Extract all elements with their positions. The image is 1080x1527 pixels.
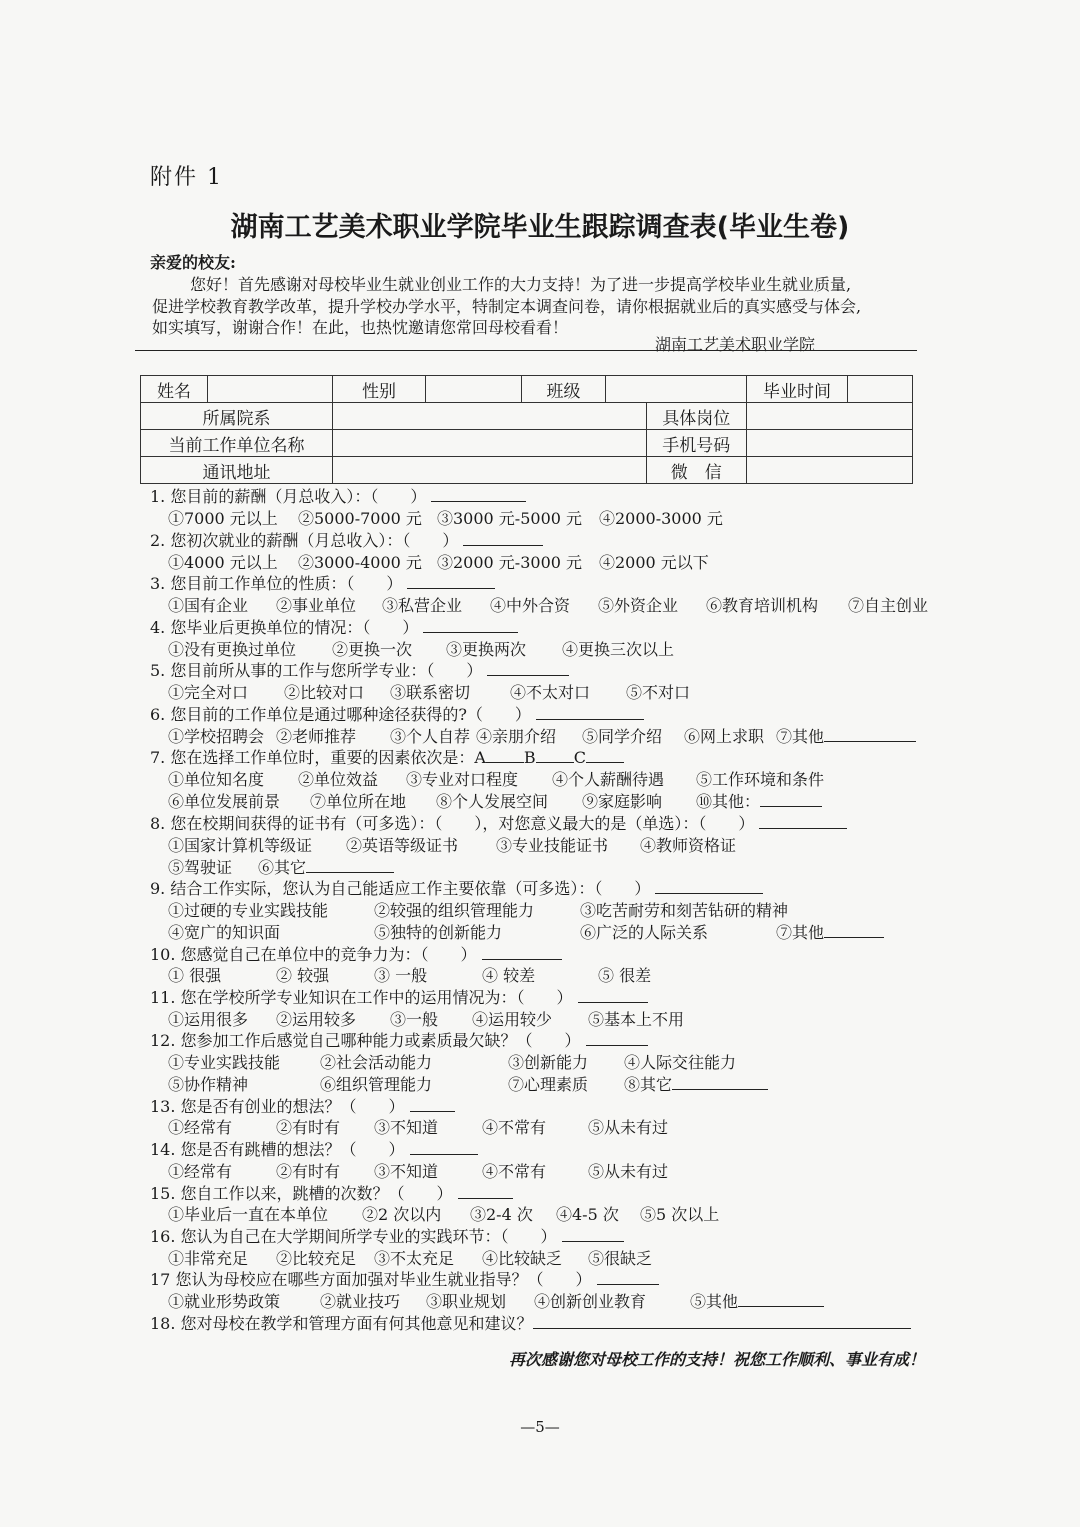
option[interactable]: ②2 次以内 [362, 1205, 442, 1224]
answer-blank[interactable] [536, 705, 644, 720]
option[interactable]: ①非常充足 [168, 1249, 249, 1268]
option[interactable]: ⑨家庭影响 [582, 792, 663, 811]
option[interactable]: ③3000 元-5000 元 [437, 509, 583, 528]
option[interactable]: ②比较充足 [276, 1249, 357, 1268]
answer-blank[interactable] [738, 1292, 824, 1307]
question-6 [150, 705, 644, 725]
option[interactable]: ③职业规划 [426, 1292, 507, 1311]
option[interactable]: ②老师推荐 [276, 727, 357, 746]
option[interactable]: ⑧个人发展空间 [436, 792, 549, 811]
question-text: 15. 您自工作以来，跳槽的次数？（ ） [150, 1184, 453, 1203]
question-1 [150, 487, 526, 507]
option[interactable]: ②较强的组织管理能力 [374, 901, 535, 920]
question-4 [150, 618, 518, 638]
option[interactable]: ⑤协作精神 [168, 1075, 249, 1094]
option-label: ⑤其他 [690, 1292, 739, 1311]
option[interactable]: ⑤驾驶证 [168, 858, 233, 877]
option[interactable]: ① 很强 [168, 966, 222, 985]
dept-label: 所属院系 [141, 403, 333, 430]
option[interactable]: ⑤同学介绍 [582, 727, 663, 746]
option[interactable]: ⑤基本上不用 [588, 1010, 685, 1029]
question-text: 2. 您初次就业的薪酬（月总收入）：（ ） [150, 531, 459, 550]
question-text: 3. 您目前工作单位的性质：（ ） [150, 574, 403, 593]
class-label: 班级 [522, 376, 606, 403]
answer-blank[interactable] [672, 1075, 768, 1090]
option[interactable]: ③ 一般 [374, 966, 428, 985]
gender-label: 性别 [333, 376, 426, 403]
dept-field[interactable] [333, 403, 647, 430]
option[interactable]: ①7000 元以上 [168, 509, 278, 528]
option[interactable]: ①完全对口 [168, 683, 249, 702]
answer-blank[interactable] [655, 879, 763, 894]
rank-blank[interactable] [486, 748, 524, 763]
option[interactable]: ④比较缺乏 [482, 1249, 563, 1268]
option[interactable]: ②3000-4000 元 [298, 553, 422, 572]
option[interactable]: ⑥教育培训机构 [706, 596, 819, 615]
employer-label: 当前工作单位名称 [141, 430, 333, 457]
question-2 [150, 531, 543, 551]
question-14 [150, 1140, 478, 1160]
position-label: 具体岗位 [646, 403, 747, 430]
option[interactable]: ⑤很缺乏 [588, 1249, 653, 1268]
question-18 [150, 1314, 911, 1334]
answer-blank[interactable] [487, 661, 569, 676]
option[interactable]: ①单位知名度 [168, 770, 265, 789]
rank-blank[interactable] [536, 748, 574, 763]
option[interactable]: ④2000-3000 元 [599, 509, 723, 528]
option[interactable]: ①就业形势政策 [168, 1292, 281, 1311]
attachment-label: 附件 1 [150, 165, 223, 190]
option[interactable]: ⑥组织管理能力 [320, 1075, 433, 1094]
option[interactable]: ③不知道 [374, 1118, 439, 1137]
answer-blank[interactable] [586, 1031, 648, 1046]
page-number: —5— [520, 1418, 560, 1436]
option[interactable]: ④人际交往能力 [624, 1053, 737, 1072]
option[interactable]: ⑥单位发展前景 [168, 792, 281, 811]
option[interactable]: ⑥网上求职 [684, 727, 765, 746]
option[interactable]: ③2000 元-3000 元 [437, 553, 583, 572]
option[interactable]: ③创新能力 [508, 1053, 589, 1072]
answer-blank[interactable] [482, 945, 562, 960]
option[interactable]: ②更换一次 [332, 640, 413, 659]
answer-blank[interactable] [410, 1140, 478, 1155]
signature: 湖南工艺美术职业学院 [655, 335, 816, 354]
question-text: 14. 您是否有跳槽的想法？（ ） [150, 1140, 405, 1159]
question-5 [150, 661, 569, 681]
option[interactable]: ④不太对口 [510, 683, 591, 702]
option[interactable]: ②有时有 [276, 1162, 341, 1181]
option[interactable]: ①4000 元以上 [168, 553, 278, 572]
question-13 [150, 1097, 455, 1117]
option[interactable]: ③不知道 [374, 1162, 439, 1181]
grad-time-label: 毕业时间 [747, 376, 848, 403]
option[interactable]: ⑥广泛的人际关系 [580, 923, 709, 942]
option[interactable]: ④更换三次以上 [562, 640, 675, 659]
divider [135, 350, 917, 351]
rank-label: C [573, 748, 586, 767]
option-other[interactable] [624, 1075, 768, 1095]
answer-blank[interactable] [759, 814, 847, 829]
salutation: 亲爱的校友: [150, 253, 236, 272]
question-9 [150, 879, 763, 899]
option[interactable]: ⑤不对口 [626, 683, 691, 702]
option[interactable]: ⑤ 很差 [598, 966, 652, 985]
option[interactable]: ②单位效益 [298, 770, 379, 789]
rank-label: B [523, 748, 536, 767]
option[interactable]: ③更换两次 [446, 640, 527, 659]
option[interactable]: ②运用较多 [276, 1010, 357, 1029]
wechat-label: 微 信 [646, 457, 747, 484]
option[interactable]: ①专业实践技能 [168, 1053, 281, 1072]
question-text: 10. 您感觉自己在单位中的竞争力为：（ ） [150, 945, 477, 964]
option[interactable]: ③不太充足 [374, 1249, 455, 1268]
option-other[interactable] [258, 858, 394, 878]
option[interactable]: ③2-4 次 [470, 1205, 533, 1224]
answer-blank[interactable] [578, 988, 648, 1003]
option[interactable]: ①经常有 [168, 1118, 233, 1137]
option[interactable]: ③联系密切 [390, 683, 471, 702]
option-other[interactable] [776, 727, 916, 747]
option-label: ⑥其它 [258, 858, 307, 877]
question-text: 7. 您在选择工作单位时，重要的因素依次是： [150, 748, 475, 767]
option[interactable]: ④不常有 [482, 1118, 547, 1137]
option[interactable]: ②就业技巧 [320, 1292, 401, 1311]
option[interactable]: ①学校招聘会 [168, 727, 265, 746]
option[interactable]: ⑤外资企业 [598, 596, 679, 615]
wechat-field[interactable] [747, 457, 913, 484]
question-text: 12. 您参加工作后感觉自己哪种能力或素质最欠缺？（ ） [150, 1031, 581, 1050]
question-text: 4. 您毕业后更换单位的情况：（ ） [150, 618, 419, 637]
answer-blank[interactable] [423, 618, 518, 633]
grad-time-field[interactable] [848, 376, 913, 403]
option[interactable]: ④不常有 [482, 1162, 547, 1181]
option[interactable]: ⑤从未有过 [588, 1162, 669, 1181]
address-field[interactable] [333, 457, 647, 484]
option[interactable]: ④宽广的知识面 [168, 923, 281, 942]
option[interactable]: ①经常有 [168, 1162, 233, 1181]
option[interactable]: ② 较强 [276, 966, 330, 985]
option[interactable]: ①毕业后一直在本单位 [168, 1205, 329, 1224]
option[interactable]: ④运用较少 [472, 1010, 553, 1029]
question-text: 1. 您目前的薪酬（月总收入）：（ ） [150, 487, 427, 506]
option-label: ⑦其他 [776, 923, 825, 942]
option[interactable]: ⑦心理素质 [508, 1075, 589, 1094]
document-title: 湖南工艺美术职业学院毕业生跟踪调查表(毕业生卷) [230, 212, 850, 243]
intro-line: 促进学校教育教学改革，提升学校办学水平，特制定本调查问卷，请你根据就业后的真实感受与体会, [152, 297, 862, 316]
option[interactable]: ①没有更换过单位 [168, 640, 297, 659]
answer-blank[interactable] [463, 531, 543, 546]
question-3 [150, 574, 495, 594]
option[interactable]: ①运用很多 [168, 1010, 249, 1029]
option-label: ⑩其他： [696, 792, 761, 811]
option-label: ⑧其它 [624, 1075, 673, 1094]
question-text: 5. 您目前所从事的工作与您所学专业：（ ） [150, 661, 483, 680]
question-12 [150, 1031, 648, 1051]
option[interactable]: ②社会活动能力 [320, 1053, 433, 1072]
option[interactable]: ③一般 [390, 1010, 439, 1029]
employer-field[interactable] [333, 430, 647, 457]
option[interactable]: ①国有企业 [168, 596, 249, 615]
answer-blank[interactable] [597, 1270, 659, 1285]
option[interactable]: ⑤工作环境和条件 [696, 770, 825, 789]
answer-blank[interactable] [824, 923, 884, 938]
position-field[interactable] [747, 403, 913, 430]
question-text: 18. 您对母校在教学和管理方面有何其他意见和建议？ [150, 1314, 533, 1333]
intro-line: 如实填写，谢谢合作！在此，也热忱邀请您常回母校看看！ [152, 318, 569, 337]
answer-blank[interactable] [431, 487, 526, 502]
option[interactable]: ④创新创业教育 [534, 1292, 647, 1311]
option[interactable]: ④2000 元以下 [599, 553, 709, 572]
option[interactable]: ①国家计算机等级证 [168, 836, 313, 855]
option[interactable]: ⑦单位所在地 [310, 792, 407, 811]
phone-field[interactable] [747, 430, 913, 457]
rank-label: A [474, 748, 486, 767]
option[interactable]: ③专业对口程度 [406, 770, 519, 789]
option[interactable]: ④教师资格证 [640, 836, 737, 855]
option[interactable]: ②英语等级证书 [346, 836, 459, 855]
option[interactable]: ⑦自主创业 [848, 596, 929, 615]
gender-field[interactable] [426, 376, 522, 403]
address-label: 通讯地址 [141, 457, 333, 484]
answer-blank[interactable] [407, 574, 495, 589]
option[interactable]: ②比较对口 [284, 683, 365, 702]
question-16 [150, 1227, 624, 1247]
closing-note: 再次感谢您对母校工作的支持！祝您工作顺利、事业有成！ [508, 1350, 925, 1369]
option[interactable]: ④中外合资 [490, 596, 571, 615]
question-text: 9. 结合工作实际，您认为自己能适应工作主要依靠（可多选）：（ ） [150, 879, 651, 898]
question-10 [150, 945, 562, 965]
answer-blank[interactable] [306, 858, 394, 873]
name-field[interactable] [208, 376, 333, 403]
answer-blank[interactable] [410, 1097, 455, 1112]
question-text: 17 您认为母校应在哪些方面加强对毕业生就业指导？（ ） [150, 1270, 592, 1289]
rank-blank[interactable] [586, 748, 624, 763]
option[interactable]: ⑤独特的创新能力 [374, 923, 503, 942]
question-text: 11. 您在学校所学专业知识在工作中的运用情况为：（ ） [150, 988, 573, 1007]
option-other[interactable] [696, 792, 822, 812]
option[interactable]: ④亲朋介绍 [476, 727, 557, 746]
class-field[interactable] [606, 376, 647, 403]
option[interactable]: ②事业单位 [276, 596, 357, 615]
option[interactable]: ④ 较差 [482, 966, 536, 985]
option[interactable]: ④4-5 次 [556, 1205, 619, 1224]
question-text: 6. 您目前的工作单位是通过哪种途径获得的?（ ） [150, 705, 531, 724]
question-8 [150, 814, 847, 834]
answer-blank[interactable] [562, 1227, 624, 1242]
question-17 [150, 1270, 659, 1290]
question-text: 13. 您是否有创业的想法？（ ） [150, 1097, 405, 1116]
option[interactable]: ③个人自荐 [390, 727, 471, 746]
option-other[interactable] [690, 1292, 824, 1312]
option[interactable]: ⑤从未有过 [588, 1118, 669, 1137]
phone-label: 手机号码 [646, 430, 747, 457]
question-text: 16. 您认为自己在大学期间所学专业的实践环节：（ ） [150, 1227, 557, 1246]
option[interactable]: ②5000-7000 元 [298, 509, 422, 528]
option[interactable]: ②有时有 [276, 1118, 341, 1137]
name-label: 姓名 [141, 376, 208, 403]
option[interactable]: ③吃苦耐劳和刻苦钻研的精神 [580, 901, 789, 920]
intro-line: 您好！首先感谢对母校毕业生就业创业工作的大力支持！为了进一步提高学校毕业生就业质量, [190, 275, 852, 294]
option[interactable]: ④个人薪酬待遇 [552, 770, 665, 789]
question-15 [150, 1184, 513, 1204]
option[interactable]: ③专业技能证书 [496, 836, 609, 855]
question-7 [150, 748, 624, 768]
option[interactable]: ③私营企业 [382, 596, 463, 615]
option-label: ⑦其他 [776, 727, 825, 746]
option[interactable]: ⑤5 次以上 [640, 1205, 720, 1224]
question-text: 8. 您在校期间获得的证书有（可多选）：（ ），对您意义最大的是（单选）：（ ） [150, 814, 755, 833]
question-11 [150, 988, 648, 1008]
answer-blank[interactable] [760, 792, 822, 807]
option[interactable]: ①过硬的专业实践技能 [168, 901, 329, 920]
answer-blank[interactable] [458, 1184, 513, 1199]
answer-blank[interactable] [824, 727, 916, 742]
option-other[interactable] [776, 923, 884, 943]
class-field-ext[interactable] [646, 376, 747, 403]
answer-blank[interactable] [533, 1314, 911, 1329]
info-table [140, 375, 913, 484]
